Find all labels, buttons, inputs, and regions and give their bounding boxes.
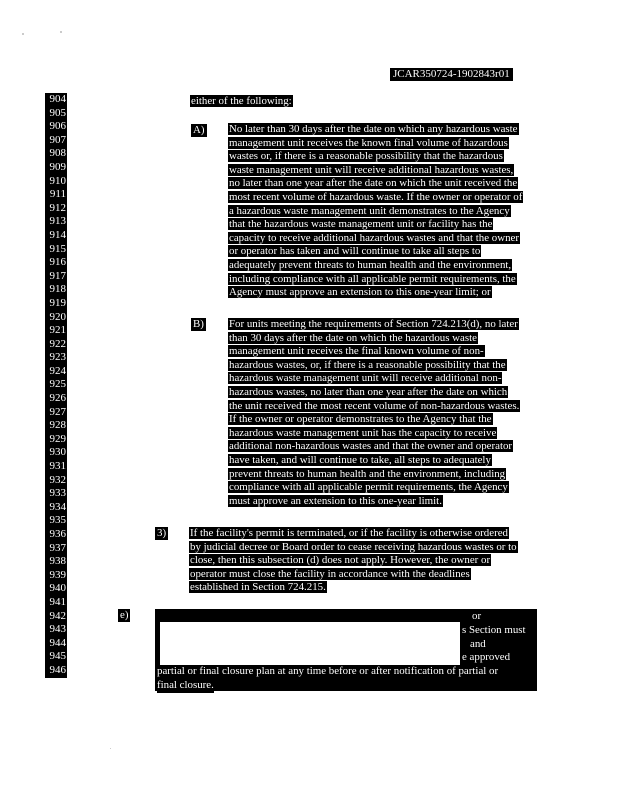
line-text: no later than one year after the date on which the unit received the [229,177,518,190]
line-number: 909 [45,161,67,175]
paragraph-line [228,372,520,386]
paragraph-line [189,527,518,541]
line-number: 931 [45,460,67,474]
line-number: 914 [45,229,67,243]
line-number: 944 [45,637,67,651]
paragraph-line [228,273,523,287]
line-number: 912 [45,202,67,216]
line-text: additional non-hazardous wastes and that the owner and operator [229,440,513,453]
line-number: 908 [45,147,67,161]
item-e-fragment: and [470,638,486,650]
paragraph-line [228,359,520,373]
line-text: have taken, and will continue to take, all steps to adequately [229,453,491,466]
line-text: If the owner or operator demonstrates to the Agency that the [229,413,492,426]
line-text: must approve an extension to this one-year limit. [229,494,442,507]
document-id: JCAR350724-1902843r01 [390,68,513,81]
paragraph-line [228,150,523,164]
line-number: 923 [45,351,67,365]
line-text: close, then this subsection (d) does not apply. However, the owner or [190,554,491,567]
item-e-line: partial or final closure plan at any time before or after notification of partial or [157,665,499,677]
line-text: For units meeting the requirements of Section 724.213(d), no later [229,318,518,330]
line-text: adequately prevent threats to human health and the environment, [229,258,512,271]
line-number: 906 [45,120,67,134]
line-number: 921 [45,324,67,338]
line-number: 919 [45,297,67,311]
paragraph-line [228,205,523,219]
paragraph-line [228,137,523,151]
paragraph-line [228,259,523,273]
paragraph-line [189,541,518,555]
item-b-label: B) [193,318,204,330]
line-number: 904 [45,93,67,107]
paragraph-line [228,318,520,332]
line-number: 940 [45,582,67,596]
paragraph-line [228,495,520,509]
line-number: 941 [45,596,67,610]
paragraph-line [228,218,523,232]
line-number: 939 [45,569,67,583]
line-number: 924 [45,365,67,379]
item-a-label: A) [193,124,205,136]
item-b-paragraph [228,318,520,508]
paragraph-line [189,581,518,595]
paragraph-line [228,191,523,205]
line-text: a hazardous waste management unit demonstrates to the Agency [229,204,510,217]
intro-text-content: either of the following: [191,95,292,107]
item-a-paragraph [228,123,523,300]
line-text: waste management unit will receive additional hazardous wastes, [229,163,514,176]
line-text: Agency must approve an extension to this one-year limit; or [229,286,491,299]
line-number: 922 [45,338,67,352]
line-text: hazardous wastes, no later than one year after the date on which [229,385,508,398]
item-e-fragment: s Section must [462,624,526,636]
line-text: If the facility's permit is terminated, or if the facility is otherwise ordered [190,527,508,539]
item-e-line: final closure. [157,679,214,691]
item-e-fragment: e approved [462,651,511,663]
line-text: prevent threats to human health and the environment, including [229,467,506,480]
line-text: or operator has taken and will continue to take all steps to [229,245,481,258]
line-number: 905 [45,107,67,121]
line-text: compliance with all applicable permit requirements, the Agency [229,481,508,494]
paragraph-line [228,177,523,191]
item-3-paragraph [189,527,518,595]
paragraph-line [228,164,523,178]
line-text: hazardous waste management unit will receive additional non- [229,372,502,385]
line-number: 945 [45,650,67,664]
line-number: 913 [45,215,67,229]
line-number: 925 [45,378,67,392]
paragraph-line [228,454,520,468]
line-number: 918 [45,283,67,297]
line-number: 907 [45,134,67,148]
line-number: 920 [45,311,67,325]
line-text: the unit received the most recent volume of non-hazardous wastes. [229,399,520,412]
paragraph-line [189,554,518,568]
line-text: wastes or, if there is a reasonable possibility that the hazardous [229,150,503,163]
line-text: No later than 30 days after the date on which any hazardous waste [229,123,518,135]
line-text: established in Section 724.215. [190,581,326,594]
line-number: 926 [45,392,67,406]
line-text: than 30 days after the date on which the hazardous waste [229,331,477,344]
line-number: 934 [45,501,67,515]
line-number: 938 [45,555,67,569]
line-number: 917 [45,270,67,284]
line-text: hazardous waste management unit has the capacity to receive [229,426,497,439]
line-number: 928 [45,419,67,433]
paragraph-line [228,123,523,137]
paragraph-line [228,427,520,441]
line-number: 946 [45,664,67,678]
intro-text [190,95,293,109]
paragraph-line [228,332,520,346]
line-text: hazardous wastes, or, if there is a reasonable possibility that the [229,358,506,371]
paragraph-line [228,386,520,400]
line-number: 942 [45,610,67,624]
paragraph-line [228,232,523,246]
line-number: 932 [45,474,67,488]
line-text: operator must close the facility in accordance with the deadlines [190,567,470,580]
item-e-fragment: or [472,610,482,622]
scan-speck [60,31,62,33]
scan-speck [110,748,111,749]
line-text: management unit receives the known final volume of hazardous [229,136,508,149]
line-number: 911 [45,188,67,202]
scan-speck [22,33,24,35]
line-text: most recent volume of hazardous waste. If the owner or operator of [229,190,523,203]
line-number: 915 [45,243,67,257]
item-e-label: e) [120,609,129,621]
line-number: 937 [45,542,67,556]
line-number: 943 [45,623,67,637]
paragraph-line [228,286,523,300]
paragraph-line [228,413,520,427]
line-number: 930 [45,446,67,460]
line-number: 929 [45,433,67,447]
paragraph-line [228,481,520,495]
line-text: that the hazardous waste management unit or facility has the [229,218,493,231]
paragraph-line [228,245,523,259]
paragraph-line [228,345,520,359]
line-text: including compliance with all applicable permit requirements, the [229,272,516,285]
line-number: 916 [45,256,67,270]
line-number: 910 [45,175,67,189]
line-number: 927 [45,406,67,420]
paragraph-line [228,400,520,414]
paragraph-line [228,440,520,454]
line-text: management unit receives the final known volume of non- [229,345,484,358]
line-number: 933 [45,487,67,501]
line-number: 936 [45,528,67,542]
line-text: by judicial decree or Board order to cease receiving hazardous wastes or to [190,540,517,553]
line-text: capacity to receive additional hazardous wastes and that the owner [229,231,519,244]
paragraph-line [228,468,520,482]
item-3-label: 3) [157,527,167,539]
line-number-column [45,93,67,678]
paragraph-line [189,568,518,582]
redaction-window [160,622,460,667]
line-number: 935 [45,514,67,528]
